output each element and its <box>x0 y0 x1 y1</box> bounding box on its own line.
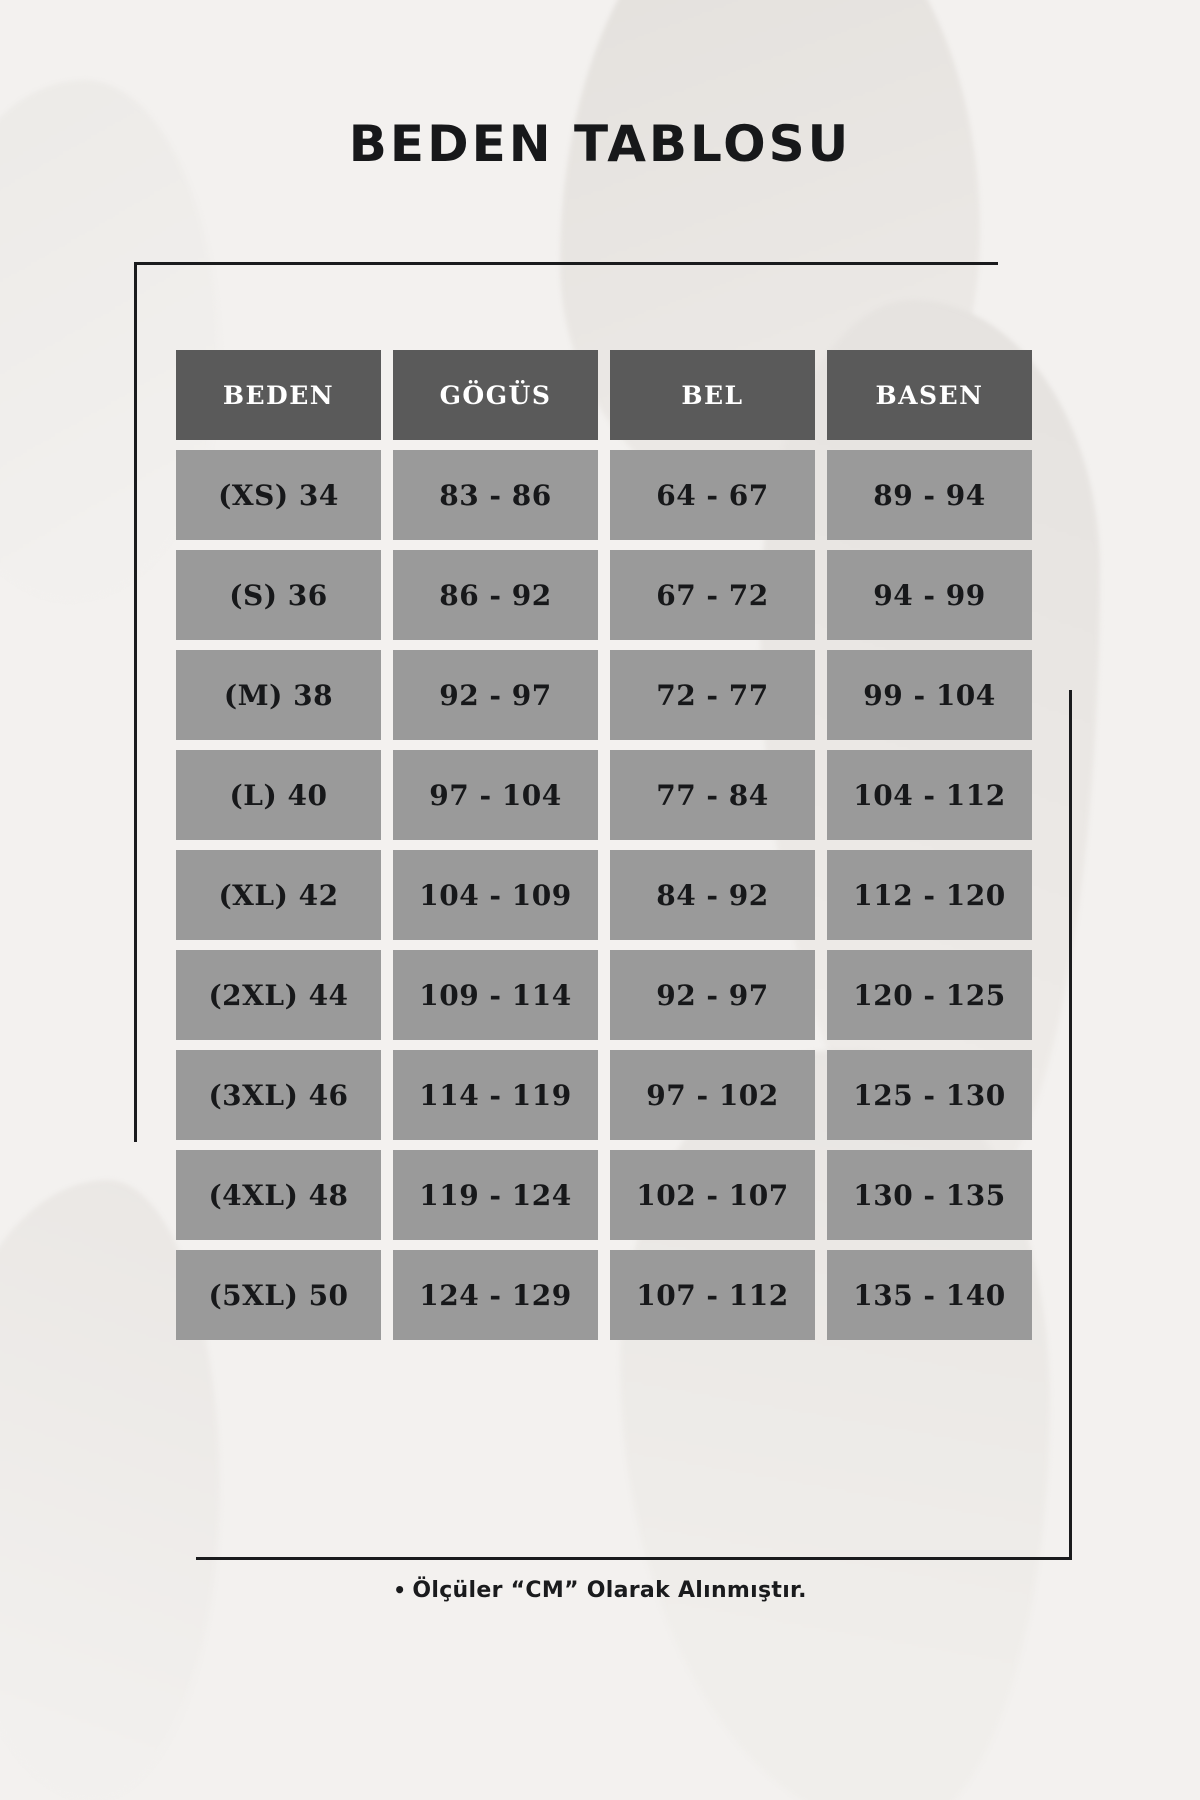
table-row <box>176 750 1032 840</box>
cell-hip: 94 - 99 <box>827 550 1032 640</box>
frame-line-bottom <box>196 1557 1072 1560</box>
table-row <box>176 650 1032 740</box>
cell-chest: 86 - 92 <box>393 550 598 640</box>
table-row <box>176 1150 1032 1240</box>
footnote <box>0 1578 1200 1603</box>
column-header-beden: BEDEN <box>176 350 381 440</box>
table-header-row <box>176 350 1032 440</box>
table-row <box>176 850 1032 940</box>
column-header-gogus: GÖGÜS <box>393 350 598 440</box>
cell-size: (XL) 42 <box>176 850 381 940</box>
cell-waist: 102 - 107 <box>610 1150 815 1240</box>
cell-size: (2XL) 44 <box>176 950 381 1040</box>
cell-hip: 89 - 94 <box>827 450 1032 540</box>
size-table <box>164 340 1044 1350</box>
cell-waist: 92 - 97 <box>610 950 815 1040</box>
column-header-basen: BASEN <box>827 350 1032 440</box>
cell-waist: 107 - 112 <box>610 1250 815 1340</box>
cell-chest: 109 - 114 <box>393 950 598 1040</box>
table-row <box>176 1050 1032 1140</box>
cell-hip: 130 - 135 <box>827 1150 1032 1240</box>
column-header-bel: BEL <box>610 350 815 440</box>
table-row <box>176 550 1032 640</box>
frame-line-top <box>134 262 998 265</box>
cell-size: (M) 38 <box>176 650 381 740</box>
table-row <box>176 1250 1032 1340</box>
table-row <box>176 950 1032 1040</box>
cell-waist: 64 - 67 <box>610 450 815 540</box>
cell-size: (XS) 34 <box>176 450 381 540</box>
cell-size: (S) 36 <box>176 550 381 640</box>
cell-size: (3XL) 46 <box>176 1050 381 1140</box>
cell-hip: 135 - 140 <box>827 1250 1032 1340</box>
page-title: BEDEN TABLOSU <box>348 115 852 173</box>
bullet-icon: • <box>393 1578 407 1602</box>
cell-hip: 120 - 125 <box>827 950 1032 1040</box>
footnote-text: Ölçüler “CM” Olarak Alınmıştır. <box>412 1578 807 1603</box>
cell-chest: 124 - 129 <box>393 1250 598 1340</box>
cell-chest: 114 - 119 <box>393 1050 598 1140</box>
cell-waist: 72 - 77 <box>610 650 815 740</box>
cell-size: (5XL) 50 <box>176 1250 381 1340</box>
cell-hip: 112 - 120 <box>827 850 1032 940</box>
cell-waist: 84 - 92 <box>610 850 815 940</box>
cell-chest: 97 - 104 <box>393 750 598 840</box>
cell-hip: 125 - 130 <box>827 1050 1032 1140</box>
cell-hip: 104 - 112 <box>827 750 1032 840</box>
cell-size: (4XL) 48 <box>176 1150 381 1240</box>
cell-chest: 119 - 124 <box>393 1150 598 1240</box>
cell-chest: 92 - 97 <box>393 650 598 740</box>
cell-waist: 97 - 102 <box>610 1050 815 1140</box>
cell-waist: 77 - 84 <box>610 750 815 840</box>
frame-line-left <box>134 262 137 1142</box>
cell-chest: 104 - 109 <box>393 850 598 940</box>
cell-chest: 83 - 86 <box>393 450 598 540</box>
cell-hip: 99 - 104 <box>827 650 1032 740</box>
table-row <box>176 450 1032 540</box>
cell-size: (L) 40 <box>176 750 381 840</box>
frame-line-right <box>1069 690 1072 1560</box>
cell-waist: 67 - 72 <box>610 550 815 640</box>
